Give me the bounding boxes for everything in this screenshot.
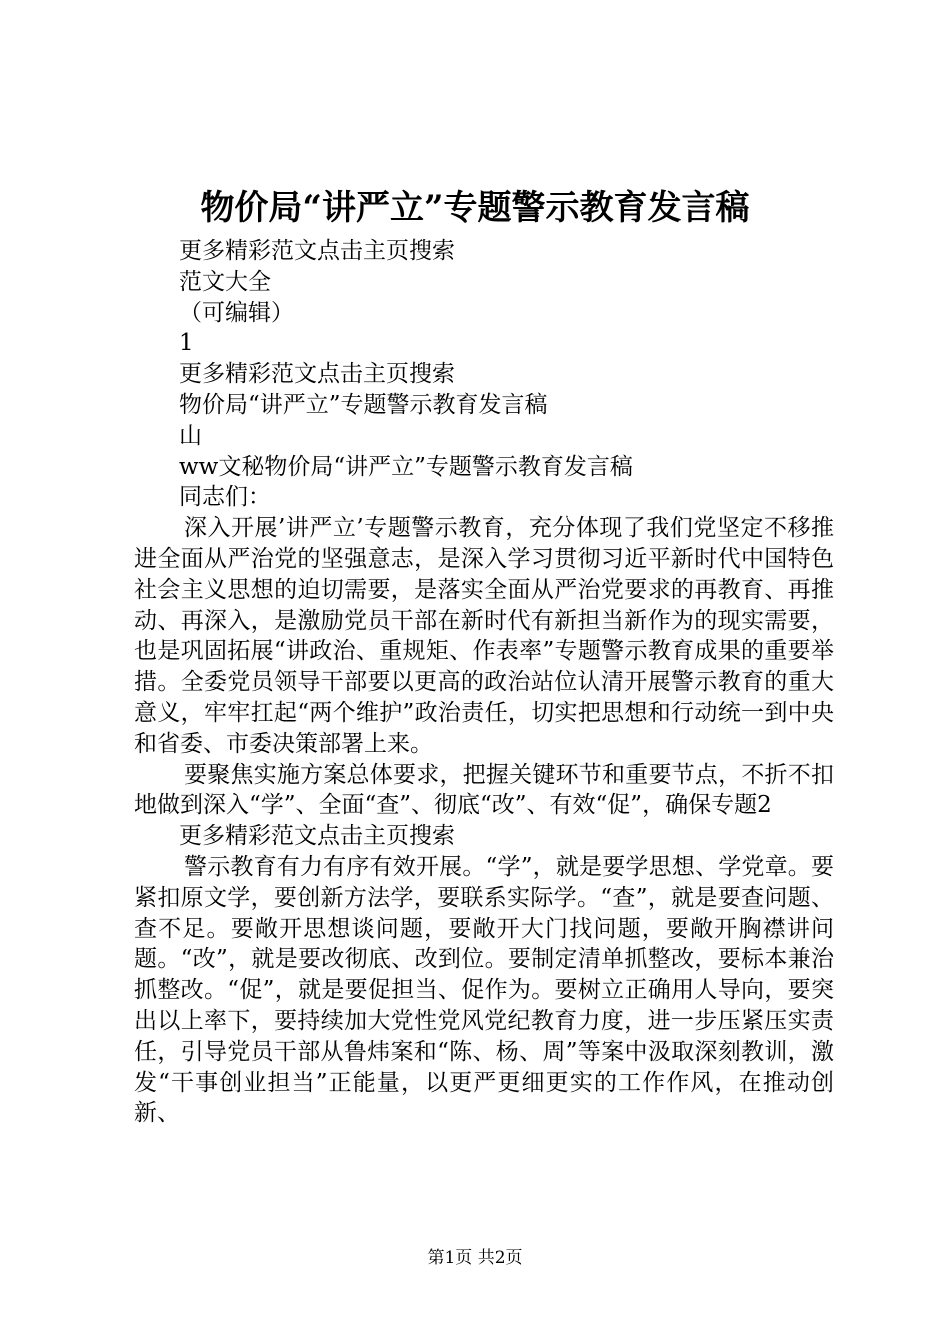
text-line: 山 — [179, 422, 202, 449]
text-line: 1 — [179, 330, 194, 357]
paragraph: 警示教育有力有序有效开展。“学”，就是要学思想、学党章。要紧扣原文学，要创新方法学，要联系实际学。“查”，就是要查问题、查不足。要敞开思想谈问题，要敞开大门找问题，要敞开胸襟讲问题。“改”，就是要改彻底、改到位。要制定清单抓整改，要标本兼治抓整改。“促”，就是要促担当、促作为。要树立正确用人导向，要突出以上率下，要持续加大党性党风党纪教育力度，进一步压紧压实责任，引导党员干部从鲁炜案和“陈、杨、周”等案中汲取深刻教训，激发“干事创业担当”正能量，以更严更细更实的工作作风，在推动创新、 — [134, 853, 834, 1127]
text-line: 更多精彩范文点击主页搜索 — [179, 823, 455, 850]
page-number: 第1页 共2页 — [427, 1248, 523, 1268]
paragraph: 要聚焦实施方案总体要求，把握关键环节和重要节点，不折不扣地做到深入“学”、全面“查”、彻底“改”、有效“促”，确保专题2 — [134, 761, 834, 819]
text-line: 更多精彩范文点击主页搜索 — [179, 361, 455, 388]
text-line: 更多精彩范文点击主页搜索 — [179, 238, 455, 264]
document-title: 物价局“讲严立”专题警示教育发言稿 — [200, 188, 750, 228]
text-line: ww文秘物价局“讲严立”专题警示教育发言稿 — [179, 453, 633, 480]
text-line: （可编辑） — [179, 299, 294, 326]
text-line: 物价局“讲严立”专题警示教育发言稿 — [179, 391, 548, 418]
text-line: 范文大全 — [179, 268, 271, 295]
document-body — [134, 236, 834, 1129]
greeting: 同志们： — [179, 484, 271, 511]
paragraph: 深入开展’讲严立’专题警示教育，充分体现了我们党坚定不移推进全面从严治党的坚强意志，是深入学习贯彻习近平新时代中国特色社会主义思想的迫切需要，是落实全面从严治党要求的再教育、再推动、再深入，是激励党员干部在新时代有新担当新作为的现实需要，也是巩固拓展“讲政治、重规矩、作表率”专题警示教育成果的重要举措。全委党员领导干部要以更高的政治站位认清开展警示教育的重大意义，牢牢扛起“两个维护”政治责任，切实把思想和行动统一到中央和省委、市委决策部署上来。 — [134, 515, 834, 757]
